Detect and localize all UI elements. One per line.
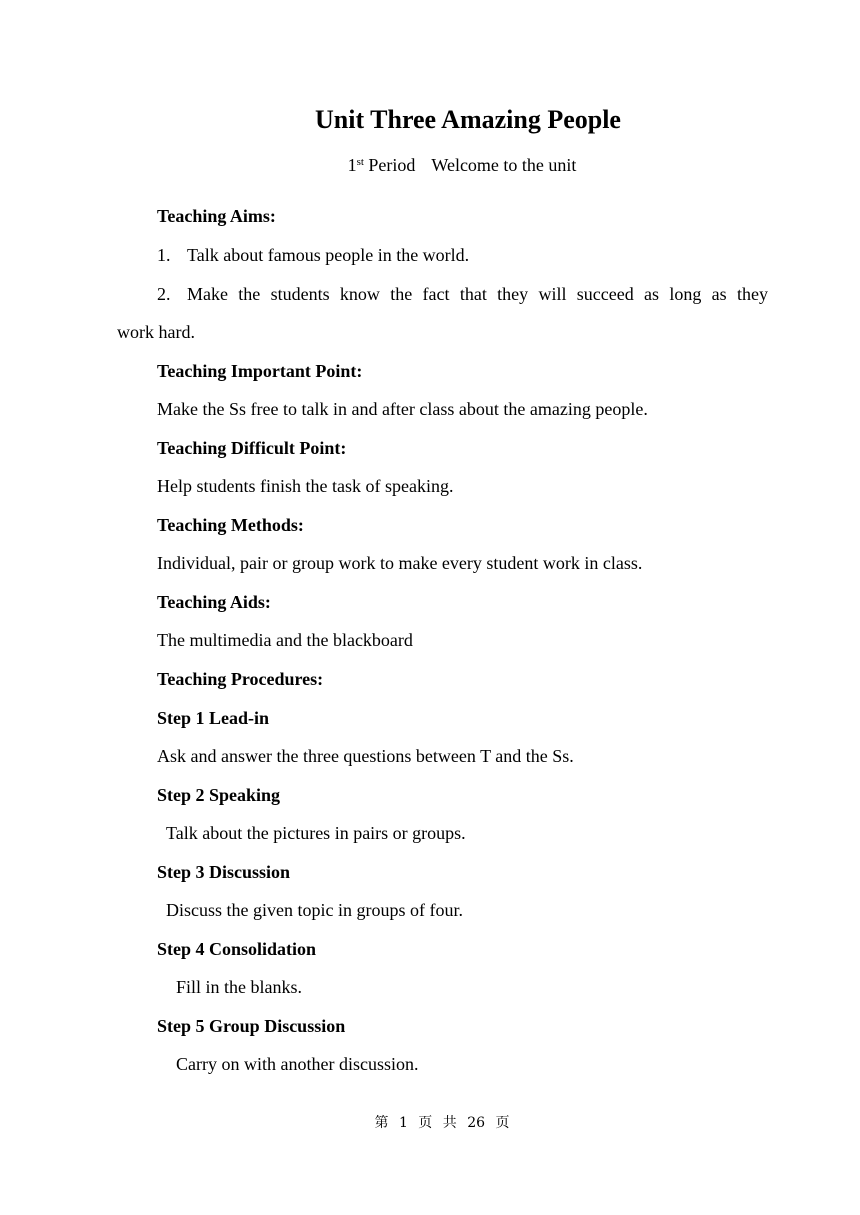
- aim-2-line-1: [157, 282, 768, 306]
- step-3-text: Discuss the given topic in groups of four.: [166, 900, 463, 920]
- difficult-point-heading: Teaching Difficult Point:: [157, 438, 347, 458]
- aim-2-number: 2.: [157, 284, 171, 304]
- aim-2-text: Make the students know the fact that they will succeed as long as they: [187, 284, 768, 304]
- step-2-heading: Step 2 Speaking: [157, 785, 281, 805]
- methods-text: Individual, pair or group work to make every student work in class.: [157, 553, 643, 573]
- aids-heading: Teaching Aids:: [157, 592, 271, 612]
- document-subtitle: [0, 153, 860, 177]
- aids-text: The multimedia and the blackboard: [157, 630, 413, 650]
- step-1-heading: Step 1 Lead-in: [157, 708, 270, 728]
- important-point-text: Make the Ss free to talk in and after class about the amazing people.: [157, 399, 648, 419]
- page-footer: 第 1 页 共 26 页: [374, 1115, 510, 1131]
- step-5-text: Carry on with another discussion.: [176, 1054, 419, 1074]
- procedures-heading: Teaching Procedures:: [157, 669, 324, 689]
- methods-heading: Teaching Methods:: [157, 515, 304, 535]
- aim-1: [157, 243, 469, 267]
- important-point-heading: Teaching Important Point:: [157, 361, 363, 381]
- period-number: 1: [347, 155, 357, 175]
- period-topic: Welcome to the unit: [431, 155, 577, 175]
- step-5-heading: Step 5 Group Discussion: [157, 1016, 346, 1036]
- step-1-text: Ask and answer the three questions between T and the Ss.: [157, 746, 574, 766]
- difficult-point-text: Help students finish the task of speaking.: [157, 476, 454, 496]
- aims-heading: Teaching Aims:: [157, 206, 276, 226]
- step-3-heading: Step 3 Discussion: [157, 862, 291, 882]
- period-suffix: st: [356, 156, 364, 168]
- aim-1-number: 1.: [157, 245, 171, 265]
- aim-2-line-2: work hard.: [117, 322, 195, 342]
- step-4-heading: Step 4 Consolidation: [157, 939, 317, 959]
- period-label: Period: [368, 155, 416, 175]
- step-4-text: Fill in the blanks.: [176, 977, 302, 997]
- step-2-text: Talk about the pictures in pairs or groups.: [166, 823, 466, 843]
- aim-1-text: Talk about famous people in the world.: [187, 245, 470, 265]
- document-title: Unit Three Amazing People: [315, 105, 621, 134]
